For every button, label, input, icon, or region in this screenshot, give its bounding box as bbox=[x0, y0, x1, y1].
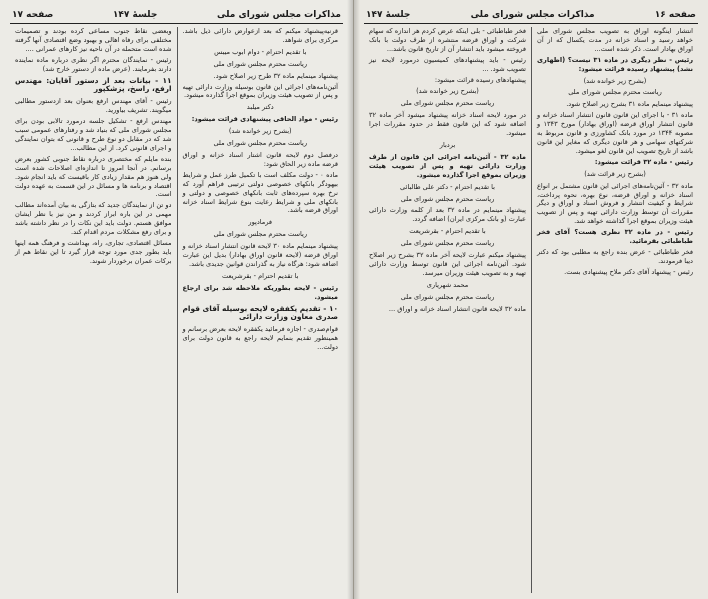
paragraph: دکتر میلبد bbox=[246, 103, 274, 112]
paragraph: پیشنهاد میکنم عبارت لایحه آخر ماده ۳۲ بشرح زیر اصلاح شود. آئین‌نامه اجرائی این قانون توسط وزارت دارائی تهیه و به تصویب هیئت وزیران میرسد. bbox=[369, 251, 526, 277]
page-16 bbox=[354, 0, 708, 599]
paragraph: بنده مایلم که مختصری درباره نقاط جنوبی کشور بعرض برسانم. در آنجا امروز تا اندازه‌ای اصلاحات شده است ولی هنوز هم مقدار زیادی کار باقیست که باید انجام شود. اقتصاد و برنامه ها و مسائل در این قسمت به عهده دولت است. bbox=[15, 154, 172, 199]
paragraph: ماده ۳۲ - آئین‌نامه اجرائی این قانون از طرف وزارت دارائی تهیه و پس از تصویب هیئت وزیران بموقع اجرا گذارده میشود. bbox=[369, 152, 527, 179]
paragraph: رئیس - پیشنهاد آقای دکتر ملاح پیشنهادی بست. bbox=[564, 267, 693, 276]
page-header bbox=[364, 6, 698, 24]
paragraph: رئیس - مواد الحاقی پیشنهادی قرائت میشود: bbox=[191, 115, 338, 124]
paragraph: پیشنهاد مینمایم در ماده ۳۲ بعد از کلمه وزارت دارائی عبارت (و بانک مرکزی ایران) اضافه گردد. bbox=[369, 206, 526, 224]
gutter-shadow bbox=[347, 0, 353, 599]
paragraph: با تقدیم احترام - دکتر علی طالبائی bbox=[399, 182, 496, 191]
paragraph: درفصل دوم لایحه قانون اشتار اسناد خزانه و اوراق قرضه ماده زیر الحاق شود: bbox=[182, 150, 338, 168]
paragraph: (بشرح زیر خوانده شد) bbox=[583, 76, 647, 85]
paragraph: ریاست محترم مجلس شورای ملی bbox=[400, 292, 495, 301]
paragraph: ریاست محترم مجلس شورای ملی bbox=[213, 139, 308, 148]
text-column-right bbox=[531, 27, 698, 593]
paragraph: دو تن از نمایندگان جدید که بتازگی به بیان آمده‌اند مطالب مهمی در این باره ابراز کردند و من نیز با نظر ایشان موافق هستم. دولت باید این نکات را در نظر داشته باشد و برای رفع مشکلات مردم اقدام کند. bbox=[15, 201, 172, 237]
paragraph: با تقدیم احترام - بقرشریعت bbox=[222, 271, 299, 280]
paragraph: ۱۰ - تقدیم یکفقره لایحه بوسیله آقای قوام صدری معاون وزارت دارائی bbox=[182, 303, 338, 322]
page-header bbox=[10, 6, 343, 24]
paragraph: ۱۱ - بیانات بعد از دستور آقایان: مهندس ارفع، راسخ، پزشکپور bbox=[15, 75, 172, 94]
paragraph: انتشار اینگونه اوراق به تصویب مجلس شورای ملی خواهد رسید و اسناد خزانه در مدت یکسال که از آن اوراق بهادار است. ذکر شده است... bbox=[537, 27, 693, 53]
paragraph: ماده ۳۲ - آئین‌نامه‌های اجرائی این قانون مشتمل بر انواع اسناد خزانه و اوراق قرضه، نوع بهره، نحوه پرداخت، شرایط و کیفیت انتشار و فروش اسناد و اوراق و دیگر مقررات آن توسط وزارت دارائی تهیه و پس از تصویب هیئت وزیران بموقع اجرا گذاشته خواهد شد. bbox=[537, 181, 694, 226]
paragraph: ماده ۳۱ - با اجرای این قانون قانون انتشار اسناد خزانه و قانون انتشار اوراق قرضه (اوراق بهادار) مورخ ۱۳۴۳ و مصوبه ۱۳۴۴ در مورد بانک کشاورزی و قانون مربوط به شرکتهای سهامی و هر قانون دیگری که مغایر این قانون باشد از تاریخ تصویب این قانون لغو میشود. bbox=[537, 111, 694, 155]
text-column-left bbox=[364, 27, 531, 593]
text-column-right bbox=[177, 27, 344, 593]
paragraph: پیشنهادهای رسیده قرائت میشود: bbox=[434, 75, 526, 84]
journal-title: مذاکرات مجلس شورای ملی bbox=[216, 9, 341, 20]
paragraph: با تقدیم احترام - دوام ابوب میبس bbox=[214, 47, 307, 56]
paragraph: رئیس - لایحه بطوریکه ملاحظه شد برای ارجاع میشود. bbox=[182, 283, 338, 301]
paragraph: ریاست محترم مجلس شورای ملی bbox=[400, 99, 495, 108]
paragraph: ماده ۰ - دولت مکلف است با تکمیل طرز عمل و شرایط بیهودگر بانکهای خصوصی دولتی ترتیبی فراهم آورد که نرخ بهره سپرده‌های ثابت بانکهای خصوصی و دولتی و بانکهای ملی و شرایط رعایت بنوع شرایط اسناد خزانه اوراق قرضه باشد. bbox=[182, 170, 338, 215]
paragraph: در مورد لایحه اسناد خزانه پیشنهاد میشود آخر ماده ۳۲ اضافه شود که این قانون فقط در حدود مقررات اجرا میشود. bbox=[369, 111, 526, 138]
paragraph: فخر طباطبائی - عرض بنده راجع به مطلبی بود که دکتر دیبا فرمودند. bbox=[537, 247, 693, 265]
paragraph: ماده ۳۲ لایحه قانون انتشار اسناد خزانه و اوراق ... bbox=[388, 304, 526, 313]
paragraph: (بشرح زیر خوانده شد) bbox=[228, 127, 292, 136]
paragraph: پیشنهاد مینمایم ماده ۳۰ لایحه قانون انتشار اسناد خزانه و اوراق قرضه (لایحه قانون اوراق بهادار) بدیل این عبارت اضافه شود: هرگاه نیاز به گذراندن قوانین جدیدی باشد. bbox=[182, 242, 338, 268]
gutter-shadow bbox=[354, 0, 360, 599]
paragraph: ریاست محترم مجلس شورای ملی bbox=[568, 88, 662, 97]
paragraph: مهندس ارفع - تشکیل جلسه درمورد تالابی بودن برای مجلس شورای ملی که بنیاد شد و رفتارهای عمومی سبب شد که در مقابل دو نوع طرح و قانونی که بتوان نمایندگی و اجرای قانونی کرد. از این مطالب... bbox=[15, 117, 172, 152]
paragraph: ریاست محترم مجلس شورای ملی bbox=[213, 59, 308, 68]
paragraph: رئیس - در ماده ۳۲ نظری هست؟ آقای فخر طباطبائی بفرمائید. bbox=[537, 228, 693, 246]
paragraph: (بشرح زیر خوانده شد) bbox=[416, 87, 479, 96]
paragraph: رئیس - نظر دیگری در ماده ۳۱ نیست؟ (اظهاری نشد) پیشنهاد رسیده قرائت میشود: bbox=[537, 55, 693, 73]
paragraph: رئیس - آقای مهندس ارفع بعنوان بعد ازدستور مطالبی میگویند. تشریف بیاورید. bbox=[15, 97, 172, 115]
paragraph: ریاست محترم مجلس شورای ملی bbox=[400, 194, 495, 203]
paragraph: محمد شهریاری bbox=[426, 280, 469, 289]
paragraph: رئیس - نمایندگان محترم اگر نظری درباره ماده نماینده دارند بفرمایند. (عرض ماده از دستور خارج شد) bbox=[15, 55, 172, 73]
paragraph: با تقدیم احترام - بقرشریعت bbox=[409, 227, 486, 236]
paragraph: فرمادپور bbox=[248, 218, 273, 227]
paragraph: رئیس - ماده ۳۲ قرائت میشود: bbox=[594, 157, 693, 166]
paragraph: قوام‌صدری - اجازه فرمائید یکفقره لایحه بعرض برسانم و همینطور تقدیم بنمایم لایحه راجع به قانون دولت برای دولت... bbox=[182, 325, 338, 352]
paragraph: بردبار bbox=[439, 140, 456, 149]
text-column-left bbox=[10, 27, 177, 593]
paragraph: پیشنهاد مینمایم ماده ۳۲ طرح زیر اصلاح شود. bbox=[213, 71, 338, 80]
journal-title: مذاکرات مجلس شورای ملی bbox=[470, 9, 595, 20]
paragraph: آئین‌نامه‌های اجرائی این قانون بوسیله وزارت دارائی تهیه و پس از تصویب هیئت وزیران بموقع اجرا گذارده میشود. bbox=[182, 82, 338, 100]
paragraph: وبعضی نقاط جنوب مساعی کرده بودند و تصمیمات مختلفی برای رفاه اهالی و بهبود وضع اقتصادی آنها گرفته شده است متحمله در آن ناحیه نیز کارهای عمرانی .... bbox=[15, 27, 172, 53]
paragraph: فخر طباطبائی - بلی اینکه عرض کردم هر اندازه که سهام شرکت و اوراق قرضه منتشره از طرف دولت با بانک فروخته میشود باید انتشار آن از تاریخ قانون باشد... bbox=[369, 27, 526, 53]
paragraph: قرنیه‌پیشنهاد میکنم که بعد ازعوارض دارائی ذیل باشد. مرکزی برای شواهد. bbox=[182, 27, 338, 44]
paragraph: مسائل اقتصادی، تجاری، راه، بهداشت و فرهنگ همه اینها باید بطور جدی مورد توجه قرار گیرد تا این نقاط هم از برکات عمران برخوردار شوند. bbox=[15, 238, 172, 265]
paragraph: پیشنهاد مینمایم ماده ۳۱ بشرح زیر اصلاح شود. bbox=[566, 100, 693, 109]
session-number: جلسهٔ ۱۴۷ bbox=[366, 9, 411, 20]
page-number: صفحه ۱۷ bbox=[12, 9, 54, 20]
paragraph: ریاست محترم مجلس شورای ملی bbox=[400, 239, 495, 248]
paragraph: رئیس - باید پیشنهادهای کمیسیون درمورد لایحه نیز تصویب شود. ... bbox=[369, 55, 526, 73]
paragraph: (بشرح زیر قرائت شد) bbox=[584, 169, 646, 178]
session-number: جلسهٔ ۱۴۷ bbox=[112, 9, 158, 20]
paragraph: ریاست محترم مجلس شورای ملی bbox=[213, 230, 308, 239]
page-number: صفحه ۱۶ bbox=[654, 9, 696, 20]
